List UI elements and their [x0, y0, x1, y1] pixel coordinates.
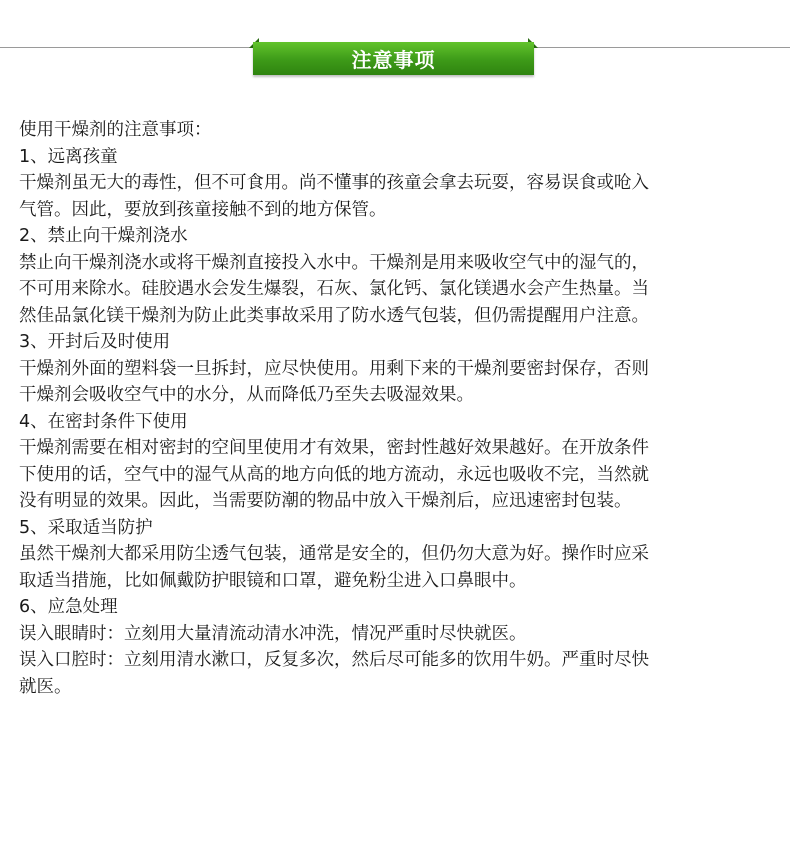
text-line: 4、在密封条件下使用 — [19, 411, 188, 432]
text-line: 虽然干燥剂大都采用防尘透气包装，通常是安全的，但仍勿大意为好。操作时应采 — [19, 544, 649, 564]
text-line: 然佳品氯化镁干燥剂为防止此类事故采用了防水透气包装，但仍需提醒用户注意。 — [19, 305, 649, 326]
text-line: 气管。因此，要放到孩童接触不到的地方保管。 — [19, 199, 387, 220]
text-line: 使用干燥剂的注意事项： — [19, 120, 212, 140]
notice-content — [19, 117, 774, 700]
text-line: 2、禁止向干燥剂浇水 — [19, 226, 188, 246]
text-line: 误入眼睛时：立刻用大量清流动清水冲洗，情况严重时尽快就医。 — [19, 623, 527, 644]
banner-ribbon — [253, 42, 534, 75]
text-line: 干燥剂需要在相对密封的空间里使用才有效果，密封性越好效果越好。在开放条件 — [19, 438, 649, 458]
text-line: 干燥剂外面的塑料袋一旦拆封，应尽快使用。用剩下来的干燥剂要密封保存，否则 — [19, 358, 649, 379]
text-line: 5、采取适当防护 — [19, 517, 153, 538]
text-line: 下使用的话，空气中的湿气从高的地方向低的地方流动，永远也吸收不完，当然就 — [19, 464, 649, 485]
text-line: 取适当措施，比如佩戴防护眼镜和口罩，避免粉尘进入口鼻眼中。 — [19, 570, 527, 591]
text-line: 6、应急处理 — [19, 597, 118, 617]
text-line: 禁止向干燥剂浇水或将干燥剂直接投入水中。干燥剂是用来吸收空气中的湿气的， — [19, 252, 649, 273]
text-line: 3、开封后及时使用 — [19, 332, 171, 352]
text-line: 误入口腔时：立刻用清水漱口，反复多次，然后尽可能多的饮用牛奶。严重时尽快 — [19, 650, 649, 670]
banner-title: 注意事项 — [351, 48, 436, 72]
text-line: 干燥剂会吸收空气中的水分，从而降低乃至失去吸湿效果。 — [19, 385, 474, 405]
section-banner — [253, 38, 534, 80]
text-line: 没有明显的效果。因此，当需要防潮的物品中放入干燥剂后，应迅速密封包装。 — [19, 491, 632, 511]
text-line: 不可用来除水。硅胶遇水会发生爆裂，石灰、氯化钙、氯化镁遇水会产生热量。当 — [19, 279, 649, 299]
text-line: 干燥剂虽无大的毒性，但不可食用。尚不懂事的孩童会拿去玩耍，容易误食或呛入 — [19, 173, 649, 193]
text-line: 1、远离孩童 — [19, 146, 118, 167]
text-line: 就医。 — [19, 676, 72, 697]
